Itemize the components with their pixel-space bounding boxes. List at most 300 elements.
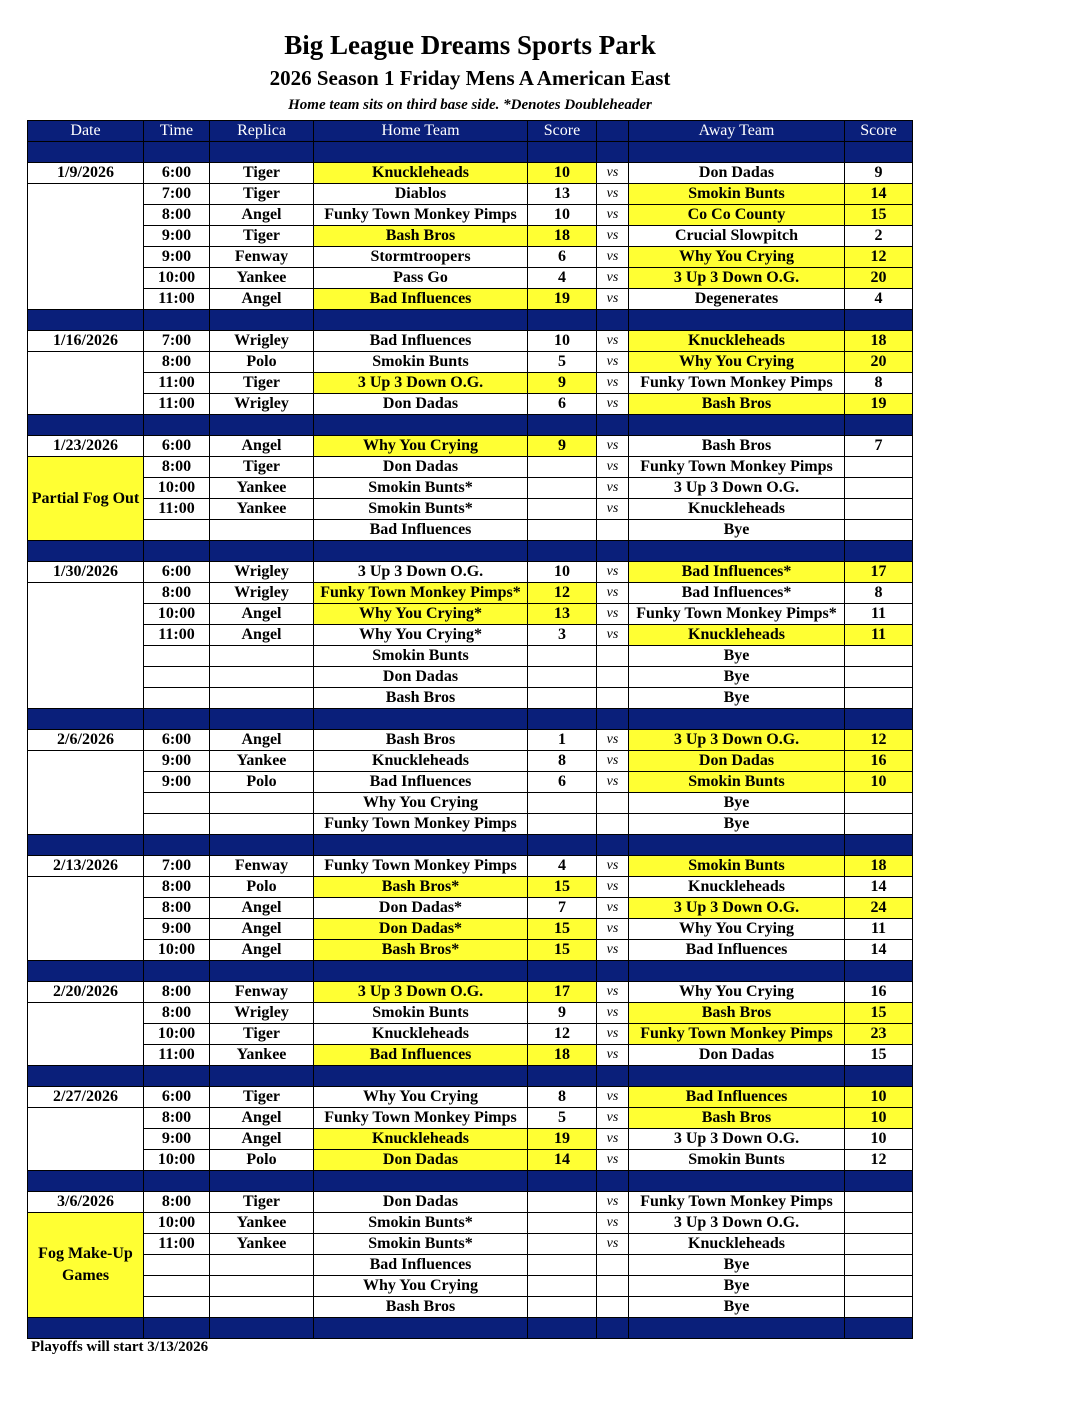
field-replica: Wrigley bbox=[210, 394, 314, 415]
game-time: 10:00 bbox=[144, 1213, 210, 1234]
game-row bbox=[28, 394, 913, 415]
home-score: 14 bbox=[528, 1150, 597, 1171]
away-score: 12 bbox=[845, 730, 913, 751]
vs-label: vs bbox=[597, 394, 629, 415]
separator-cell bbox=[528, 142, 597, 163]
home-team: Pass Go bbox=[314, 268, 528, 289]
away-score: 15 bbox=[845, 1003, 913, 1024]
away-score: 11 bbox=[845, 919, 913, 940]
home-score: 3 bbox=[528, 625, 597, 646]
field-replica: Angel bbox=[210, 1129, 314, 1150]
field-replica: Fenway bbox=[210, 856, 314, 877]
home-score: 9 bbox=[528, 436, 597, 457]
home-score: 6 bbox=[528, 247, 597, 268]
week-separator bbox=[28, 310, 913, 331]
game-time bbox=[144, 688, 210, 709]
game-row bbox=[28, 625, 913, 646]
vs-label: vs bbox=[597, 247, 629, 268]
game-time: 11:00 bbox=[144, 625, 210, 646]
game-row bbox=[28, 856, 913, 877]
home-score: 9 bbox=[528, 373, 597, 394]
game-row bbox=[28, 940, 913, 961]
vs-label: vs bbox=[597, 919, 629, 940]
game-date: 2/20/2026 bbox=[28, 982, 144, 1003]
home-team: Bad Influences bbox=[314, 331, 528, 352]
separator-cell bbox=[597, 310, 629, 331]
game-date: 2/6/2026 bbox=[28, 730, 144, 751]
away-team: Funky Town Monkey Pimps* bbox=[629, 604, 845, 625]
game-row bbox=[28, 436, 913, 457]
home-team: Funky Town Monkey Pimps bbox=[314, 1108, 528, 1129]
field-replica bbox=[210, 667, 314, 688]
home-team: Bash Bros bbox=[314, 688, 528, 709]
date-spacer bbox=[28, 877, 144, 961]
away-score: 24 bbox=[845, 898, 913, 919]
vs-label: vs bbox=[597, 184, 629, 205]
separator-cell bbox=[210, 1318, 314, 1339]
week-separator bbox=[28, 709, 913, 730]
game-time: 9:00 bbox=[144, 751, 210, 772]
home-score: 18 bbox=[528, 226, 597, 247]
home-team: Smokin Bunts bbox=[314, 352, 528, 373]
page-title: Big League Dreams Sports Park bbox=[284, 30, 656, 60]
date-spacer bbox=[28, 1003, 144, 1066]
away-team: Bash Bros bbox=[629, 1108, 845, 1129]
away-team: Why You Crying bbox=[629, 247, 845, 268]
vs-label: vs bbox=[597, 1108, 629, 1129]
field-replica: Angel bbox=[210, 604, 314, 625]
separator-cell bbox=[314, 1066, 528, 1087]
vs-label bbox=[597, 688, 629, 709]
bye-row bbox=[28, 646, 913, 667]
field-replica: Yankee bbox=[210, 1045, 314, 1066]
away-score bbox=[845, 457, 913, 478]
home-score: 5 bbox=[528, 352, 597, 373]
separator-cell bbox=[629, 415, 845, 436]
away-team: Crucial Slowpitch bbox=[629, 226, 845, 247]
home-team: Why You Crying bbox=[314, 1276, 528, 1297]
game-time: 6:00 bbox=[144, 730, 210, 751]
week-separator bbox=[28, 1318, 913, 1339]
home-team: Don Dadas bbox=[314, 394, 528, 415]
separator-cell bbox=[144, 709, 210, 730]
game-date: 1/30/2026 bbox=[28, 562, 144, 583]
home-score bbox=[528, 1276, 597, 1297]
home-team: Don Dadas bbox=[314, 1192, 528, 1213]
away-team: Funky Town Monkey Pimps bbox=[629, 373, 845, 394]
separator-cell bbox=[144, 310, 210, 331]
vs-label: vs bbox=[597, 583, 629, 604]
home-team: Funky Town Monkey Pimps bbox=[314, 205, 528, 226]
field-replica: Angel bbox=[210, 289, 314, 310]
separator-cell bbox=[28, 709, 144, 730]
away-team: Bye bbox=[629, 520, 845, 541]
vs-label: vs bbox=[597, 331, 629, 352]
away-score bbox=[845, 1213, 913, 1234]
vs-label bbox=[597, 520, 629, 541]
home-score bbox=[528, 1192, 597, 1213]
game-time bbox=[144, 793, 210, 814]
game-row bbox=[28, 184, 913, 205]
week-note: Fog Make-Up Games bbox=[28, 1213, 144, 1318]
game-row bbox=[28, 247, 913, 268]
vs-label bbox=[597, 1276, 629, 1297]
field-replica: Angel bbox=[210, 625, 314, 646]
separator-cell bbox=[210, 709, 314, 730]
vs-label: vs bbox=[597, 1192, 629, 1213]
separator-cell bbox=[597, 541, 629, 562]
game-time: 11:00 bbox=[144, 394, 210, 415]
home-score: 9 bbox=[528, 1003, 597, 1024]
game-time: 10:00 bbox=[144, 268, 210, 289]
away-score: 8 bbox=[845, 373, 913, 394]
col-vs bbox=[597, 121, 629, 142]
separator-cell bbox=[528, 1066, 597, 1087]
field-replica: Tiger bbox=[210, 184, 314, 205]
field-replica: Polo bbox=[210, 352, 314, 373]
away-team: Bad Influences* bbox=[629, 583, 845, 604]
separator-cell bbox=[845, 1171, 913, 1192]
separator-cell bbox=[28, 835, 144, 856]
away-score: 10 bbox=[845, 1087, 913, 1108]
home-score bbox=[528, 1255, 597, 1276]
date-spacer bbox=[28, 352, 144, 415]
away-team: Knuckleheads bbox=[629, 331, 845, 352]
separator-cell bbox=[210, 415, 314, 436]
home-score bbox=[528, 688, 597, 709]
home-score bbox=[528, 1213, 597, 1234]
away-score bbox=[845, 646, 913, 667]
home-score: 6 bbox=[528, 394, 597, 415]
away-score: 10 bbox=[845, 772, 913, 793]
home-team: Funky Town Monkey Pimps* bbox=[314, 583, 528, 604]
vs-label: vs bbox=[597, 499, 629, 520]
separator-cell bbox=[629, 835, 845, 856]
game-row bbox=[28, 373, 913, 394]
separator-cell bbox=[314, 310, 528, 331]
home-team: Bad Influences bbox=[314, 1045, 528, 1066]
away-team: Don Dadas bbox=[629, 751, 845, 772]
away-score bbox=[845, 1276, 913, 1297]
game-time: 9:00 bbox=[144, 1129, 210, 1150]
separator-cell bbox=[314, 835, 528, 856]
away-team: Bye bbox=[629, 646, 845, 667]
separator-cell bbox=[314, 961, 528, 982]
field-replica: Angel bbox=[210, 919, 314, 940]
separator-cell bbox=[210, 1066, 314, 1087]
vs-label: vs bbox=[597, 1024, 629, 1045]
away-score: 9 bbox=[845, 163, 913, 184]
vs-label: vs bbox=[597, 163, 629, 184]
away-team: Funky Town Monkey Pimps bbox=[629, 457, 845, 478]
field-replica bbox=[210, 646, 314, 667]
bye-row bbox=[28, 667, 913, 688]
game-time: 9:00 bbox=[144, 919, 210, 940]
away-score: 11 bbox=[845, 625, 913, 646]
separator-cell bbox=[144, 1066, 210, 1087]
home-team: Don Dadas* bbox=[314, 919, 528, 940]
game-row bbox=[28, 1192, 913, 1213]
week-separator bbox=[28, 1171, 913, 1192]
separator-cell bbox=[845, 709, 913, 730]
game-time: 9:00 bbox=[144, 247, 210, 268]
game-time: 7:00 bbox=[144, 184, 210, 205]
week-separator bbox=[28, 142, 913, 163]
field-replica: Tiger bbox=[210, 163, 314, 184]
game-time: 10:00 bbox=[144, 1150, 210, 1171]
vs-label: vs bbox=[597, 625, 629, 646]
field-replica: Polo bbox=[210, 877, 314, 898]
home-team: Don Dadas bbox=[314, 1150, 528, 1171]
home-team: Bash Bros* bbox=[314, 877, 528, 898]
away-score bbox=[845, 1234, 913, 1255]
separator-cell bbox=[845, 1066, 913, 1087]
vs-label: vs bbox=[597, 1234, 629, 1255]
game-row bbox=[28, 1129, 913, 1150]
away-team: Co Co County bbox=[629, 205, 845, 226]
separator-cell bbox=[28, 541, 144, 562]
away-team: 3 Up 3 Down O.G. bbox=[629, 268, 845, 289]
away-team: Smokin Bunts bbox=[629, 856, 845, 877]
game-row bbox=[28, 1003, 913, 1024]
separator-cell bbox=[144, 835, 210, 856]
separator-cell bbox=[629, 1171, 845, 1192]
bye-row bbox=[28, 793, 913, 814]
separator-cell bbox=[597, 961, 629, 982]
away-team: Degenerates bbox=[629, 289, 845, 310]
away-team: Bye bbox=[629, 1255, 845, 1276]
game-row bbox=[28, 877, 913, 898]
separator-cell bbox=[528, 709, 597, 730]
separator-cell bbox=[629, 961, 845, 982]
home-team: Knuckleheads bbox=[314, 163, 528, 184]
game-row bbox=[28, 331, 913, 352]
away-team: Bad Influences bbox=[629, 940, 845, 961]
home-score: 8 bbox=[528, 1087, 597, 1108]
away-team: Why You Crying bbox=[629, 352, 845, 373]
field-replica: Tiger bbox=[210, 1087, 314, 1108]
game-row bbox=[28, 1087, 913, 1108]
field-replica: Tiger bbox=[210, 226, 314, 247]
separator-cell bbox=[845, 541, 913, 562]
game-time: 6:00 bbox=[144, 1087, 210, 1108]
separator-cell bbox=[845, 835, 913, 856]
separator-cell bbox=[597, 1318, 629, 1339]
home-score: 10 bbox=[528, 331, 597, 352]
game-time: 9:00 bbox=[144, 772, 210, 793]
game-time bbox=[144, 667, 210, 688]
vs-label bbox=[597, 646, 629, 667]
away-team: Smokin Bunts bbox=[629, 1150, 845, 1171]
page-note: Home team sits on third base side. *Denotes Doubleheader bbox=[288, 97, 652, 113]
vs-label: vs bbox=[597, 352, 629, 373]
home-score bbox=[528, 814, 597, 835]
home-team: Knuckleheads bbox=[314, 1129, 528, 1150]
separator-cell bbox=[144, 1171, 210, 1192]
away-score bbox=[845, 814, 913, 835]
separator-cell bbox=[845, 142, 913, 163]
vs-label: vs bbox=[597, 877, 629, 898]
separator-cell bbox=[144, 541, 210, 562]
game-time: 8:00 bbox=[144, 457, 210, 478]
game-row bbox=[28, 772, 913, 793]
away-score: 16 bbox=[845, 751, 913, 772]
game-time: 9:00 bbox=[144, 226, 210, 247]
away-score: 4 bbox=[845, 289, 913, 310]
home-score: 10 bbox=[528, 205, 597, 226]
field-replica: Tiger bbox=[210, 1192, 314, 1213]
game-row bbox=[28, 604, 913, 625]
home-score bbox=[528, 667, 597, 688]
vs-label: vs bbox=[597, 1087, 629, 1108]
vs-label: vs bbox=[597, 1150, 629, 1171]
game-time: 7:00 bbox=[144, 856, 210, 877]
game-row bbox=[28, 163, 913, 184]
home-team: Stormtroopers bbox=[314, 247, 528, 268]
game-time: 6:00 bbox=[144, 163, 210, 184]
home-team: Funky Town Monkey Pimps bbox=[314, 814, 528, 835]
field-replica: Polo bbox=[210, 1150, 314, 1171]
field-replica: Tiger bbox=[210, 457, 314, 478]
game-time: 8:00 bbox=[144, 1108, 210, 1129]
field-replica: Tiger bbox=[210, 1024, 314, 1045]
vs-label: vs bbox=[597, 1003, 629, 1024]
field-replica: Yankee bbox=[210, 1234, 314, 1255]
game-row bbox=[28, 583, 913, 604]
game-date: 1/16/2026 bbox=[28, 331, 144, 352]
vs-label: vs bbox=[597, 982, 629, 1003]
away-score: 16 bbox=[845, 982, 913, 1003]
home-score: 1 bbox=[528, 730, 597, 751]
away-score bbox=[845, 688, 913, 709]
away-score: 15 bbox=[845, 1045, 913, 1066]
home-team: Knuckleheads bbox=[314, 751, 528, 772]
field-replica: Wrigley bbox=[210, 583, 314, 604]
game-row bbox=[28, 457, 913, 478]
away-team: Bye bbox=[629, 1276, 845, 1297]
home-score: 4 bbox=[528, 856, 597, 877]
away-score: 12 bbox=[845, 1150, 913, 1171]
away-score bbox=[845, 1255, 913, 1276]
home-team: Why You Crying* bbox=[314, 604, 528, 625]
field-replica: Tiger bbox=[210, 373, 314, 394]
game-time: 11:00 bbox=[144, 289, 210, 310]
home-score: 6 bbox=[528, 772, 597, 793]
home-team: Smokin Bunts* bbox=[314, 1213, 528, 1234]
bye-row bbox=[28, 814, 913, 835]
away-score: 8 bbox=[845, 583, 913, 604]
away-score: 14 bbox=[845, 184, 913, 205]
away-score: 2 bbox=[845, 226, 913, 247]
game-row bbox=[28, 226, 913, 247]
separator-cell bbox=[528, 1318, 597, 1339]
col-home-team: Home Team bbox=[314, 121, 528, 142]
home-score bbox=[528, 520, 597, 541]
game-row bbox=[28, 982, 913, 1003]
vs-label bbox=[597, 793, 629, 814]
field-replica: Angel bbox=[210, 730, 314, 751]
game-row bbox=[28, 1024, 913, 1045]
field-replica: Polo bbox=[210, 772, 314, 793]
game-time: 8:00 bbox=[144, 205, 210, 226]
col-replica: Replica bbox=[210, 121, 314, 142]
game-row bbox=[28, 205, 913, 226]
game-row bbox=[28, 730, 913, 751]
game-time: 8:00 bbox=[144, 1192, 210, 1213]
separator-cell bbox=[144, 1318, 210, 1339]
home-team: Don Dadas bbox=[314, 457, 528, 478]
game-time bbox=[144, 1297, 210, 1318]
away-score: 18 bbox=[845, 856, 913, 877]
bye-row bbox=[28, 1255, 913, 1276]
home-team: Don Dadas bbox=[314, 667, 528, 688]
away-team: Why You Crying bbox=[629, 982, 845, 1003]
separator-cell bbox=[528, 541, 597, 562]
game-row bbox=[28, 1045, 913, 1066]
bye-row bbox=[28, 1276, 913, 1297]
home-team: Smokin Bunts* bbox=[314, 478, 528, 499]
home-team: Smokin Bunts* bbox=[314, 1234, 528, 1255]
game-time: 11:00 bbox=[144, 1234, 210, 1255]
table-header-row bbox=[28, 121, 913, 142]
separator-cell bbox=[629, 142, 845, 163]
away-team: Why You Crying bbox=[629, 919, 845, 940]
away-team: Bye bbox=[629, 1297, 845, 1318]
bye-row bbox=[28, 688, 913, 709]
week-separator bbox=[28, 415, 913, 436]
game-row bbox=[28, 919, 913, 940]
bye-row bbox=[28, 520, 913, 541]
field-replica bbox=[210, 520, 314, 541]
separator-cell bbox=[28, 310, 144, 331]
home-team: Diablos bbox=[314, 184, 528, 205]
game-time bbox=[144, 1255, 210, 1276]
game-time: 8:00 bbox=[144, 583, 210, 604]
vs-label: vs bbox=[597, 562, 629, 583]
game-time: 6:00 bbox=[144, 436, 210, 457]
game-time: 11:00 bbox=[144, 1045, 210, 1066]
away-score bbox=[845, 1192, 913, 1213]
separator-cell bbox=[597, 1171, 629, 1192]
home-score bbox=[528, 646, 597, 667]
away-score: 12 bbox=[845, 247, 913, 268]
separator-cell bbox=[629, 1318, 845, 1339]
vs-label: vs bbox=[597, 940, 629, 961]
game-row bbox=[28, 898, 913, 919]
game-row bbox=[28, 352, 913, 373]
away-score: 14 bbox=[845, 940, 913, 961]
home-team: Don Dadas* bbox=[314, 898, 528, 919]
separator-cell bbox=[210, 541, 314, 562]
page-subtitle: 2026 Season 1 Friday Mens A American East bbox=[269, 66, 671, 90]
field-replica: Fenway bbox=[210, 247, 314, 268]
home-score: 5 bbox=[528, 1108, 597, 1129]
home-team: Bad Influences bbox=[314, 772, 528, 793]
away-team: Funky Town Monkey Pimps bbox=[629, 1024, 845, 1045]
away-team: Bash Bros bbox=[629, 436, 845, 457]
away-score: 15 bbox=[845, 205, 913, 226]
home-team: Bash Bros bbox=[314, 226, 528, 247]
separator-cell bbox=[144, 142, 210, 163]
game-time: 8:00 bbox=[144, 1003, 210, 1024]
home-score: 13 bbox=[528, 604, 597, 625]
home-team: Smokin Bunts* bbox=[314, 499, 528, 520]
separator-cell bbox=[629, 1066, 845, 1087]
away-team: Knuckleheads bbox=[629, 1234, 845, 1255]
field-replica: Angel bbox=[210, 1108, 314, 1129]
away-score: 20 bbox=[845, 268, 913, 289]
vs-label: vs bbox=[597, 268, 629, 289]
